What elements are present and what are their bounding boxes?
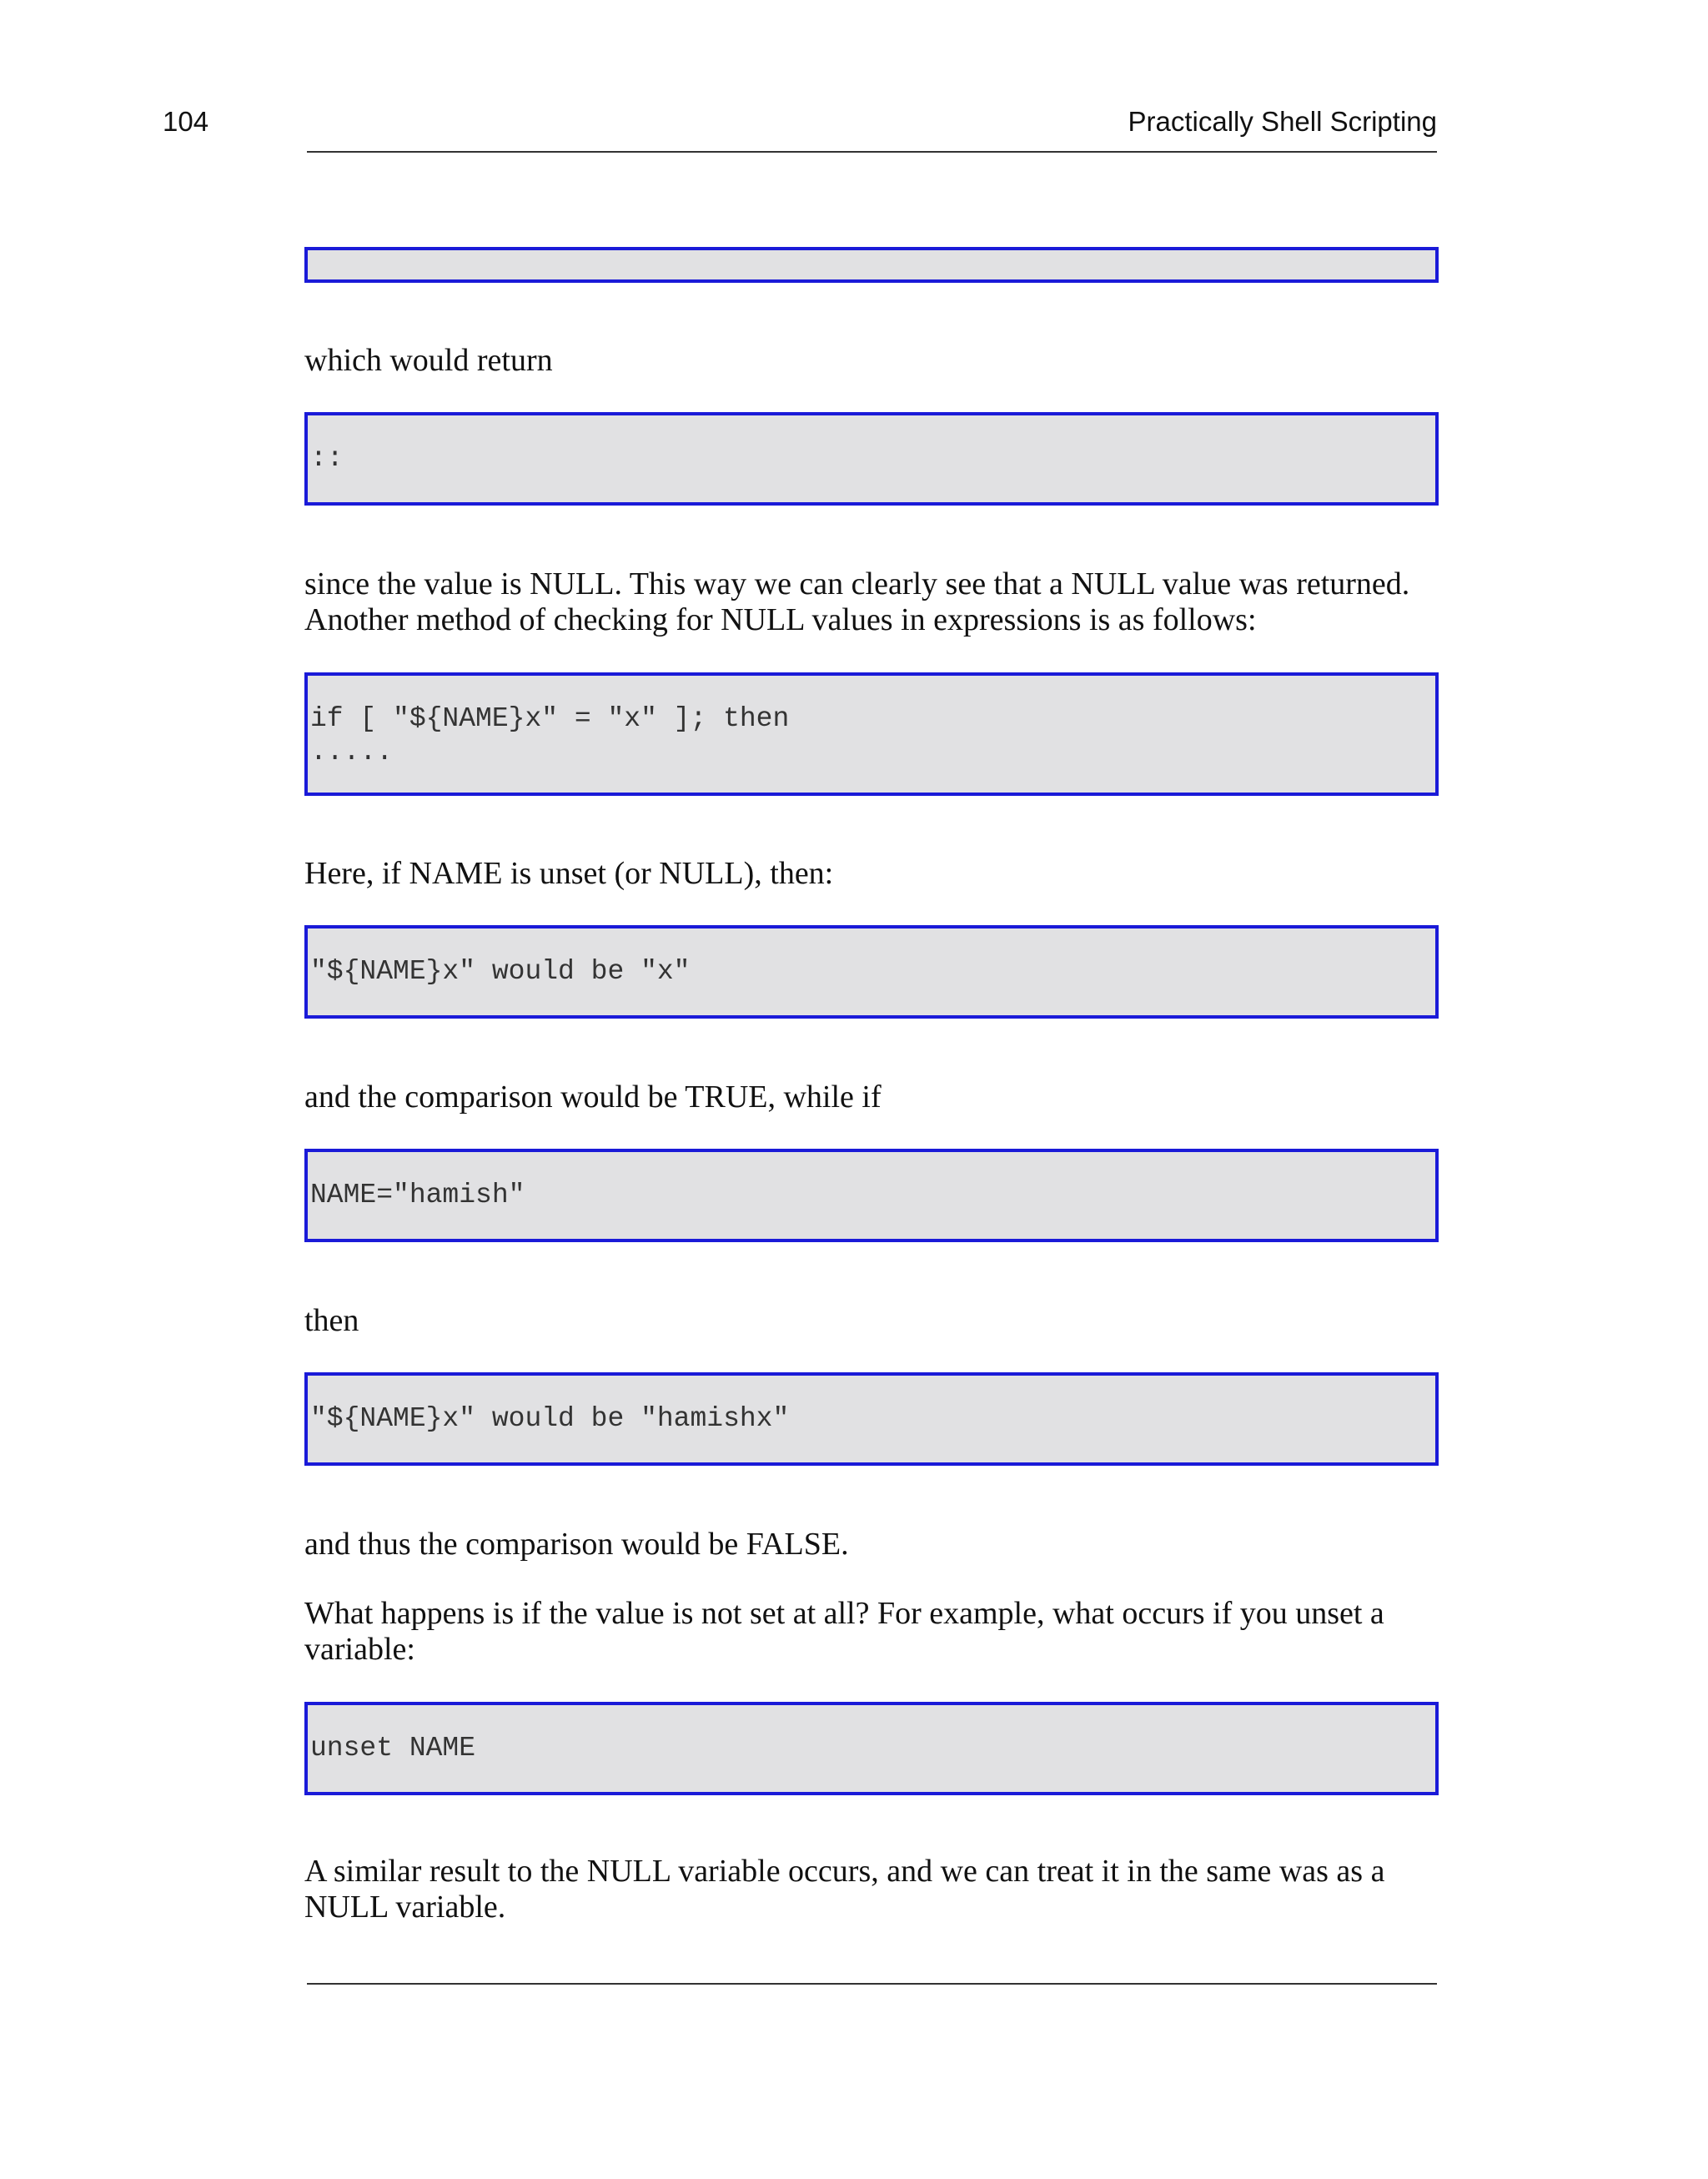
header-rule [307,151,1437,153]
code-block-unset-name [304,1702,1439,1795]
paragraph-which-would-return: which would return [304,343,553,378]
paragraph-here-if-name-unset: Here, if NAME is unset (or NULL), then: [304,856,834,891]
code-line: ..... [310,737,394,767]
footer-rule [307,1983,1437,1985]
code-block-would-be-x [304,925,1439,1019]
paragraph-what-happens-unset: What happens is if the value is not set at all? For example, what occurs if you unset a variable: [304,1596,1384,1667]
running-title: Practically Shell Scripting [1128,106,1437,137]
paragraph-comparison-true: and the comparison would be TRUE, while if [304,1079,882,1115]
code-line: if [ "${NAME}x" = "x" ]; then [310,703,790,734]
code-block-would-be-hamishx [304,1372,1439,1466]
code-line: :: [310,443,344,474]
page-number: 104 [163,106,209,137]
code-line: "${NAME}x" would be "hamishx" [310,1403,790,1434]
code-block-empty [304,247,1439,283]
paragraph-null-value: since the value is NULL. This way we can clearly see that a NULL value was returned. Another method of checking for NULL values in expressions is as follows: [304,566,1410,637]
code-block-name-assignment [304,1149,1439,1242]
code-line: NAME="hamish" [310,1180,525,1210]
code-block-if-test [304,672,1439,796]
paragraph-then: then [304,1303,359,1338]
code-block-colons [304,412,1439,506]
code-line: "${NAME}x" would be "x" [310,956,691,987]
paragraph-comparison-false: and thus the comparison would be FALSE. [304,1527,849,1562]
paragraph-similar-result: A similar result to the NULL variable occurs, and we can treat it in the same was as a NULL variable. [304,1854,1385,1925]
code-line: unset NAME [310,1733,476,1764]
